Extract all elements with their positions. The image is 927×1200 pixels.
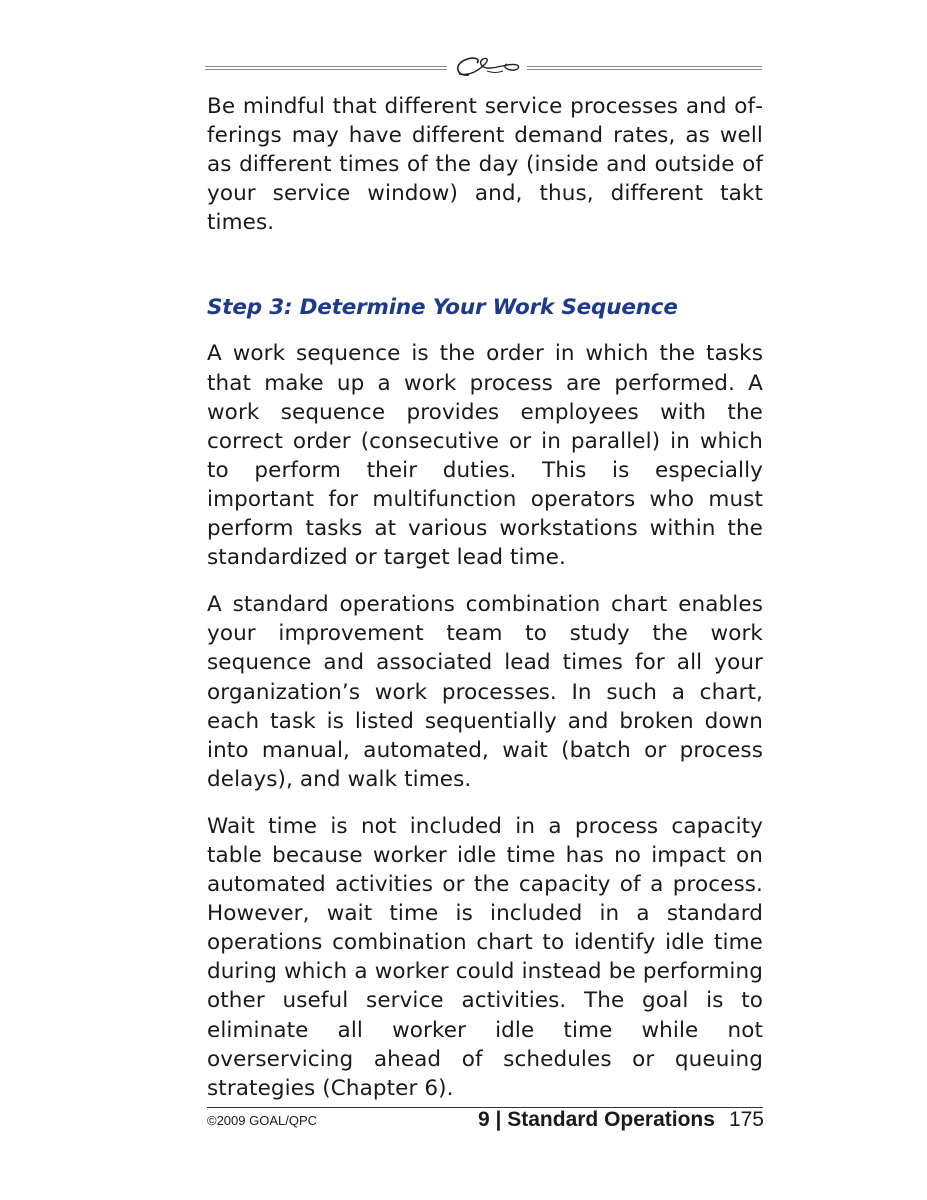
section-heading: Step 3: Determine Your Work Sequence <box>207 295 678 321</box>
calligraphic-flourish-icon <box>447 53 527 83</box>
paragraph-work-sequence: A work sequence is the order in which the tasks that make up a work process are performed. A work sequence provides employees with the correct order (consecutive or in parallel) in which to perform their duties. This is especially important for multifunction operators who must perform tasks at various workstations within the standardized or target lead time. <box>207 341 763 571</box>
running-footer <box>478 1108 764 1132</box>
copyright-notice: ©2009 GOAL/QPC <box>207 1113 318 1128</box>
paragraph-demand-rates: Be mindful that different service processes and offerings may have different demand rates, as well as different times of the day (inside and outside of your service window) and, thus, different takt times. <box>207 94 763 236</box>
chapter-title: 9 | Standard Operations <box>478 1108 715 1131</box>
paragraph-wait-time: Wait time is not included in a process capacity table because worker idle time has no impact on automated activities or the capacity of a process. However, wait time is included in a standard operations combination chart to identify idle time during which a worker could instead be performing other useful service activities. The goal is to eliminate all worker idle time while not overservicing ahead of schedules or queuing strategies (Chapter 6). <box>207 813 763 1101</box>
paragraph-combination-chart: A standard operations combination chart enables your improvement team to study the work sequence and associated lead times for all your organization’s work processes. In such a chart, each task is listed sequentially and broken down into manual, automated, wait (batch or process delays), and walk times. <box>207 592 763 792</box>
page-number: 175 <box>728 1108 764 1131</box>
main-content <box>207 92 763 1103</box>
